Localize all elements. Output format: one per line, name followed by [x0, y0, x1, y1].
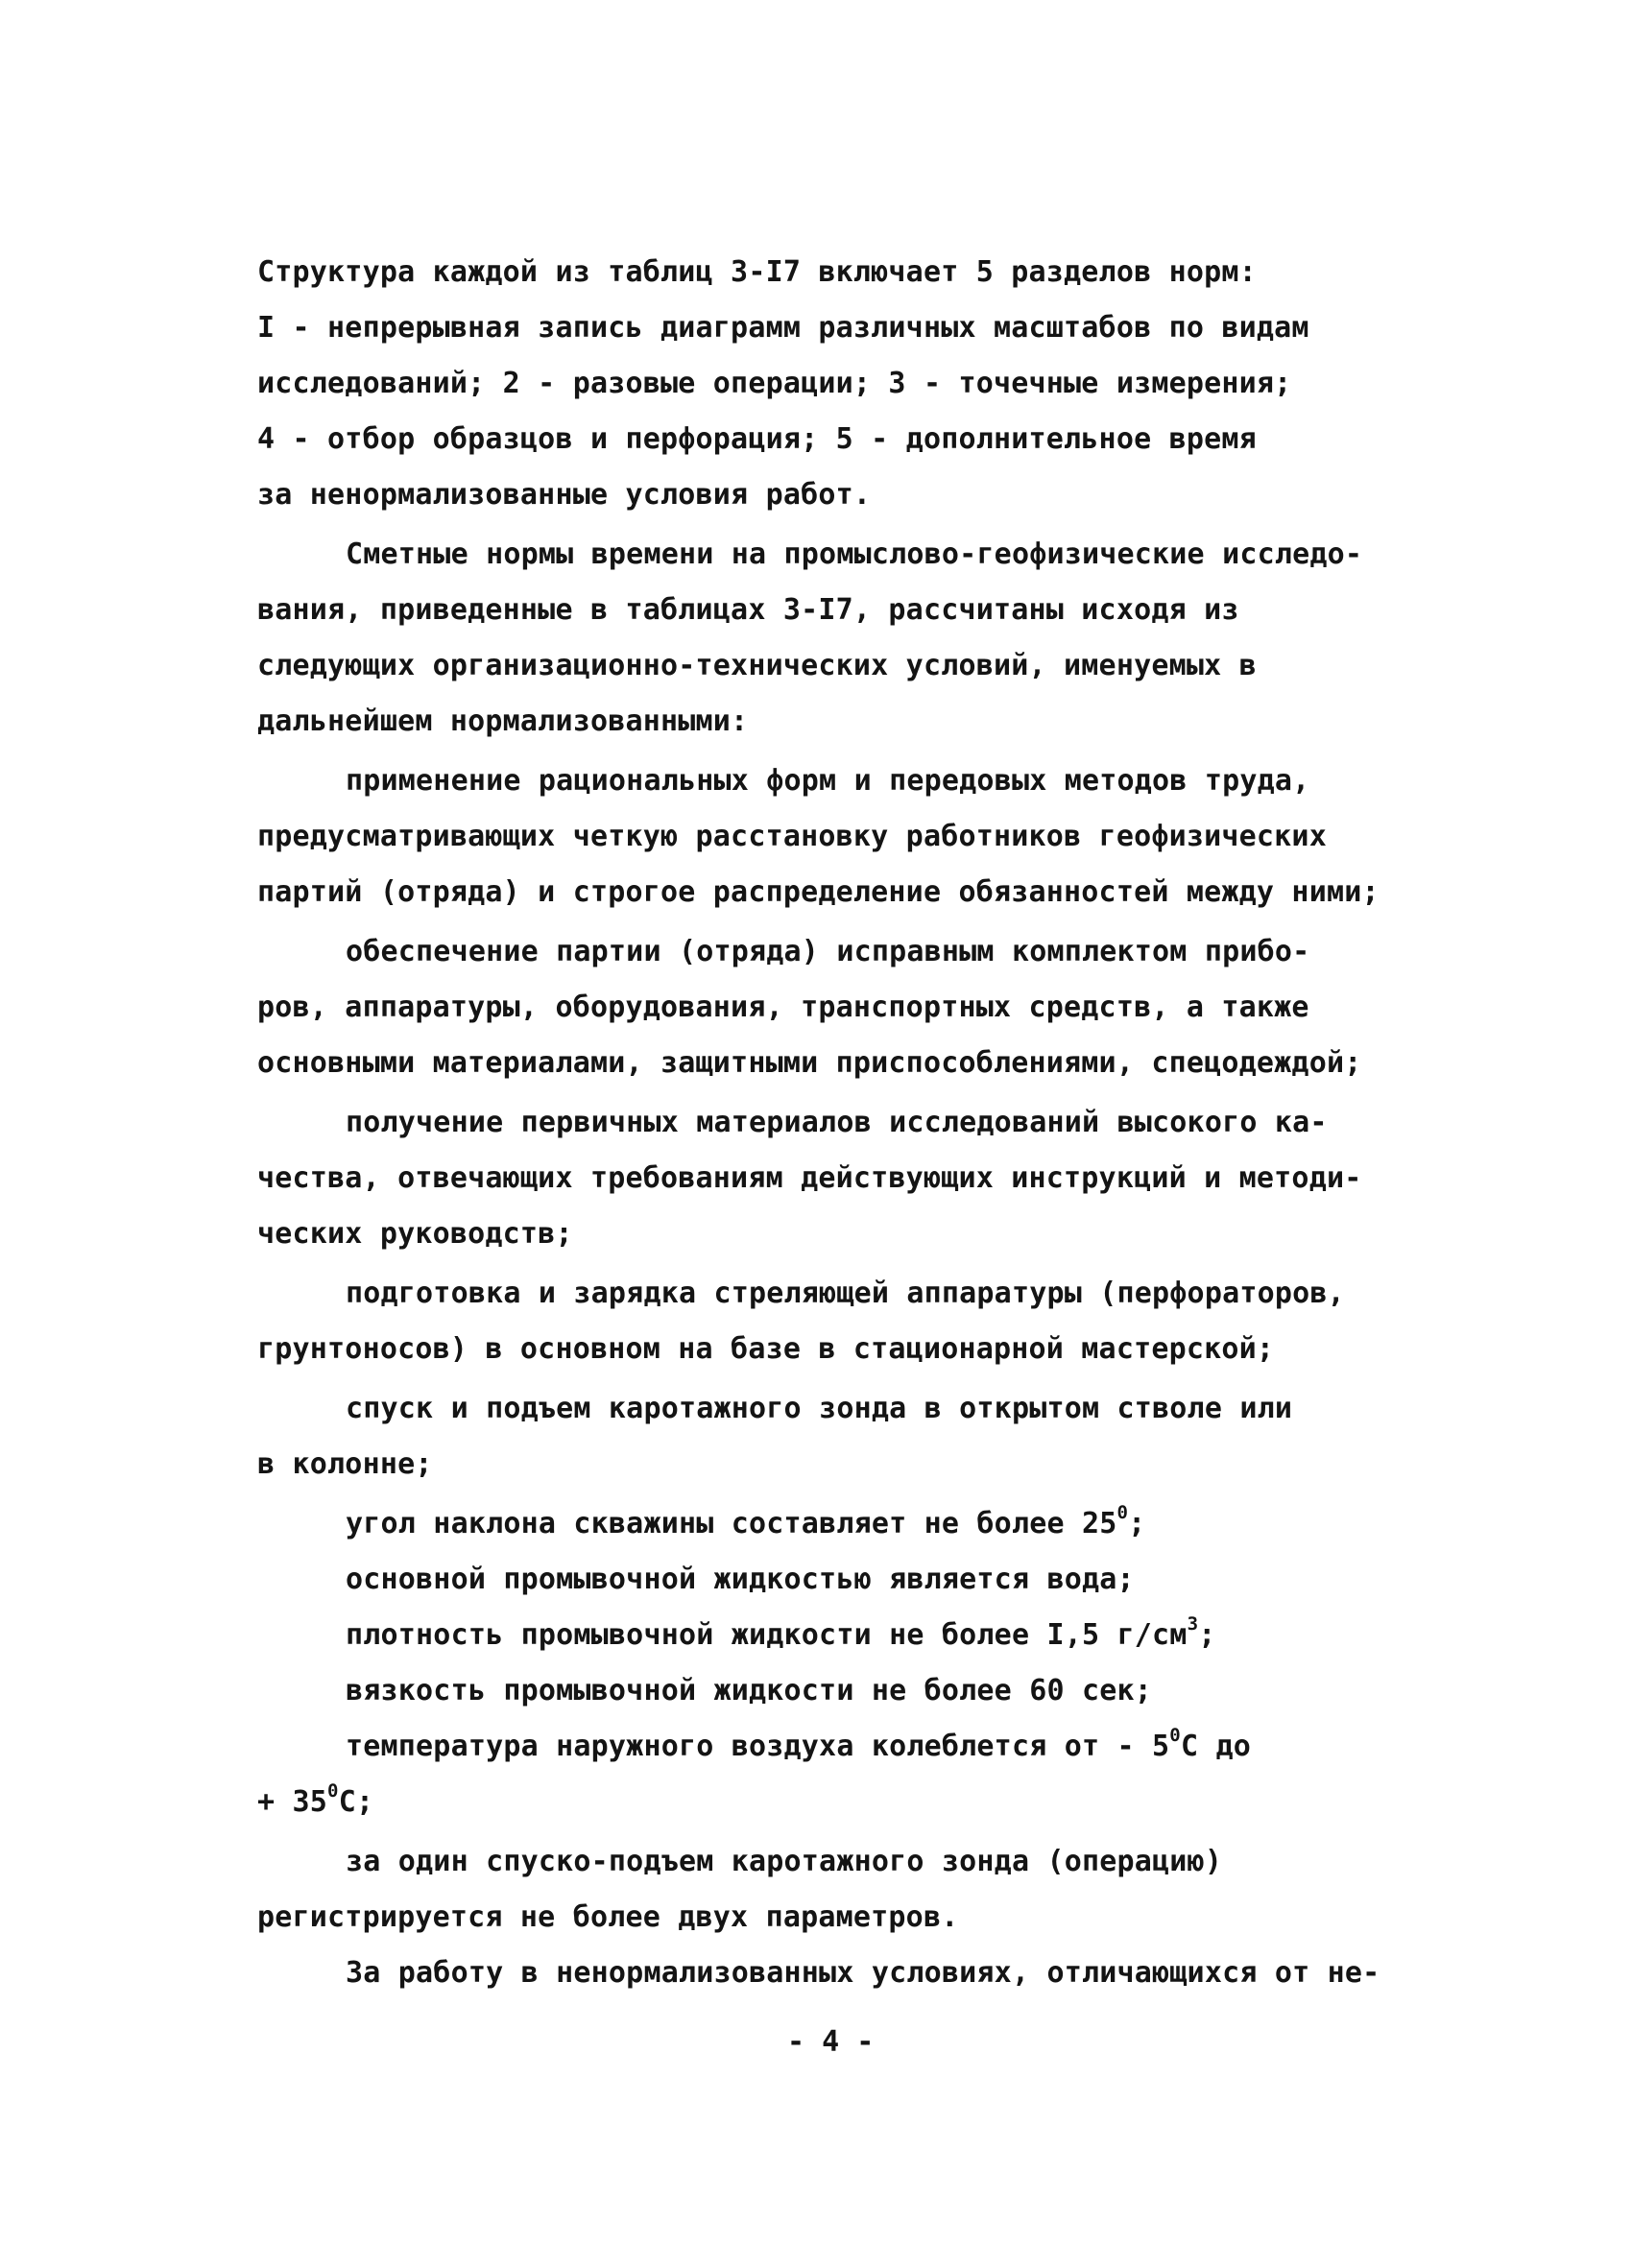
- text-line: следующих организационно-технических условий, именуемых в: [257, 649, 1257, 682]
- text-run: плотность промывочной жидкости не более I,5 г/см: [346, 1618, 1188, 1652]
- page-number: - 4 -: [787, 2025, 875, 2059]
- text-line: 4 - отбор образцов и перфорация; 5 - дополнительное время: [257, 422, 1257, 456]
- text-line: ров, аппаратуры, оборудования, транспортных средств, а также: [257, 991, 1309, 1024]
- text-line: за один спуско-подъем каротажного зонда (операцию): [346, 1845, 1223, 1878]
- text-line: обеспечение партии (отряда) исправным комплектом прибо-: [346, 935, 1310, 968]
- text-line: подготовка и зарядка стреляющей аппаратуры (перфораторов,: [346, 1277, 1345, 1310]
- text-line: применение рациональных форм и передовых методов труда,: [346, 764, 1310, 798]
- text-line: исследований; 2 - разовые операции; 3 - точечные измерения;: [257, 367, 1292, 400]
- text-line: получение первичных материалов исследований высокого ка-: [346, 1106, 1328, 1139]
- superscript: 0: [1116, 1502, 1129, 1523]
- text-line: регистрируется не более двух параметров.: [257, 1900, 959, 1934]
- text-line: [346, 1725, 1251, 1766]
- text-line: предусматривающих четкую расстановку работников геофизических: [257, 820, 1327, 853]
- text-run: температура наружного воздуха колеблется от - 5: [346, 1730, 1170, 1763]
- text-line: Структура каждой из таблиц 3-I7 включает 5 разделов норм:: [257, 255, 1257, 289]
- text-line: За работу в ненормализованных условиях, отличающихся от не-: [346, 1956, 1380, 1990]
- superscript: 0: [327, 1780, 339, 1802]
- text-run: ;: [1198, 1618, 1216, 1652]
- text-line: ческих руководств;: [257, 1217, 573, 1251]
- text-line: I - непрерывная запись диаграмм различных масштабов по видам: [257, 311, 1309, 345]
- text-run: С до: [1180, 1730, 1251, 1763]
- text-line: спуск и подъем каротажного зонда в открытом стволе или: [346, 1392, 1293, 1425]
- text-run: угол наклона скважины составляет не более 25: [346, 1507, 1117, 1540]
- text-line: [346, 1502, 1146, 1543]
- text-line: дальнейшем нормализованными:: [257, 704, 749, 738]
- text-run: + 35: [257, 1785, 328, 1819]
- text-line: чества, отвечающих требованиям действующих инструкций и методи-: [257, 1161, 1362, 1195]
- superscript: 0: [1169, 1725, 1181, 1746]
- text-line: грунтоносов) в основном на базе в стационарной мастерской;: [257, 1332, 1275, 1366]
- text-line: за ненормализованные условия работ.: [257, 478, 872, 512]
- text-line: вания, приведенные в таблицах 3-I7, рассчитаны исходя из: [257, 593, 1239, 627]
- text-line: основными материалами, защитными приспособлениями, спецодеждой;: [257, 1046, 1362, 1080]
- text-line: в колонне;: [257, 1447, 433, 1481]
- text-line: партий (отряда) и строгое распределение обязанностей между ними;: [257, 875, 1380, 909]
- text-line: вязкость промывочной жидкости не более 60 сек;: [346, 1674, 1153, 1707]
- text-line: Сметные нормы времени на промыслово-геофизические исследо-: [346, 537, 1363, 571]
- text-run: С;: [338, 1785, 374, 1819]
- superscript: 3: [1187, 1613, 1199, 1635]
- text-line: [346, 1613, 1216, 1655]
- text-run: ;: [1128, 1507, 1146, 1540]
- text-line: основной промывочной жидкостью является вода;: [346, 1563, 1135, 1596]
- text-line: [257, 1780, 374, 1822]
